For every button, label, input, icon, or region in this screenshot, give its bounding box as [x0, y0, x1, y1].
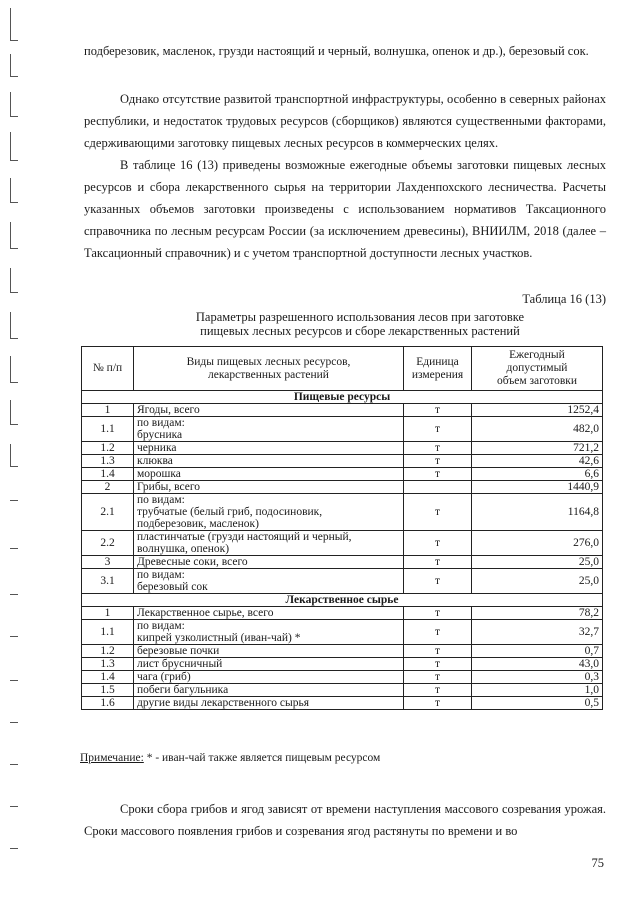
- header-kind: Виды пищевых лесных ресурсов, лекарственных растений: [134, 347, 404, 391]
- row-volume: 1,0: [472, 684, 603, 697]
- row-number: 3.1: [82, 569, 134, 594]
- row-unit: т: [404, 569, 472, 594]
- table-row: [82, 645, 603, 658]
- table-header-row: [82, 347, 603, 391]
- row-resource-name: [134, 455, 404, 468]
- row-resource-name: [134, 620, 404, 645]
- row-name-line: брусника: [137, 429, 183, 441]
- row-unit: т: [404, 404, 472, 417]
- row-number: 1.2: [82, 442, 134, 455]
- row-resource-name: [134, 442, 404, 455]
- row-resource-name: [134, 531, 404, 556]
- row-number: 1.4: [82, 468, 134, 481]
- row-number: 3: [82, 556, 134, 569]
- row-name-line: кипрей узколистный (иван-чай) *: [137, 632, 301, 644]
- table-number: Таблица 16 (13): [522, 292, 606, 306]
- row-resource-name: [134, 417, 404, 442]
- row-number: 1.1: [82, 620, 134, 645]
- row-resource-name: [134, 468, 404, 481]
- table-row: [82, 404, 603, 417]
- row-number: 1.2: [82, 645, 134, 658]
- row-number: 1: [82, 404, 134, 417]
- row-resource-name: [134, 658, 404, 671]
- row-volume: 32,7: [472, 620, 603, 645]
- row-volume: 721,2: [472, 442, 603, 455]
- page-number: 75: [591, 856, 604, 870]
- row-name-line: Грибы, всего: [137, 481, 201, 493]
- paragraph-harvest-timing: Сроки сбора грибов и ягод зависят от времени наступления массового созревания урожая. Сроки массового появления грибов и созревания ягод растянуты по времени и во: [84, 802, 606, 838]
- row-name-line: по видам:: [137, 620, 185, 632]
- row-volume: 276,0: [472, 531, 603, 556]
- row-number: 1.4: [82, 671, 134, 684]
- row-volume: 78,2: [472, 607, 603, 620]
- row-name-line: по видам:: [137, 417, 185, 429]
- table-row: [82, 468, 603, 481]
- row-number: 1: [82, 607, 134, 620]
- section-medicinal: Лекарственное сырье: [82, 594, 603, 607]
- row-resource-name: [134, 607, 404, 620]
- row-name-line: чага (гриб): [137, 671, 191, 683]
- table-row: [82, 531, 603, 556]
- row-number: 1.1: [82, 417, 134, 442]
- row-volume: 482,0: [472, 417, 603, 442]
- table-row: [82, 697, 603, 710]
- row-unit: т: [404, 468, 472, 481]
- table-note: [80, 752, 380, 764]
- row-volume: 43,0: [472, 658, 603, 671]
- table-row: [82, 494, 603, 531]
- row-name-line: березовые почки: [137, 645, 220, 657]
- row-resource-name: [134, 671, 404, 684]
- rows-food: [82, 404, 603, 594]
- paragraph-continuation: подберезовик, масленок, грузди настоящий и черный, волнушка, опенок и др.), березовый сок.: [84, 44, 589, 58]
- table-row: [82, 481, 603, 494]
- row-volume: 25,0: [472, 569, 603, 594]
- table-row: [82, 455, 603, 468]
- row-resource-name: [134, 569, 404, 594]
- table-row: [82, 658, 603, 671]
- row-number: 1.3: [82, 658, 134, 671]
- row-resource-name: [134, 697, 404, 710]
- section-food: Пищевые ресурсы: [82, 391, 603, 404]
- row-volume: 25,0: [472, 556, 603, 569]
- row-name-line: побеги багульника: [137, 684, 229, 696]
- row-volume: 42,6: [472, 455, 603, 468]
- row-number: 1.3: [82, 455, 134, 468]
- row-unit: т: [404, 531, 472, 556]
- rows-medicinal: [82, 607, 603, 710]
- row-unit: т: [404, 671, 472, 684]
- row-name-line: другие виды лекарственного сырья: [137, 697, 310, 709]
- table-row: [82, 684, 603, 697]
- row-name-line: Лекарственное сырье, всего: [137, 607, 274, 619]
- row-resource-name: [134, 684, 404, 697]
- row-name-line: по видам:: [137, 569, 185, 581]
- row-name-line: Древесные соки, всего: [137, 556, 248, 568]
- row-name-line: по видам:: [137, 494, 185, 506]
- section-row-medicinal: [82, 594, 603, 607]
- table-row: [82, 442, 603, 455]
- forest-resources-table: [81, 346, 603, 710]
- row-number: 2: [82, 481, 134, 494]
- row-number: 1.5: [82, 684, 134, 697]
- table-title: [160, 310, 560, 338]
- row-name-line: волнушка, опенок): [137, 543, 230, 555]
- row-unit: т: [404, 658, 472, 671]
- header-unit: Единица измерения: [404, 347, 472, 391]
- row-unit: т: [404, 645, 472, 658]
- row-unit: т: [404, 556, 472, 569]
- row-name-line: пластинчатые (грузди настоящий и черный,: [137, 531, 352, 543]
- row-number: 2.2: [82, 531, 134, 556]
- paragraph-table-intro: В таблице 16 (13) приведены возможные ежегодные объемы заготовки пищевых лесных ресурсов и сбора лекарственного сырья на территории Лахденпохского лесничества. Расчеты указанных объемов заготовки произведены с использованием нормативов Таксационного справочника по лесным ресурсам России (за исключением древесины), ВНИИЛМ, 2018 (далее – Таксационный справочник) и с учетом транспортной доступности лесных участков.: [84, 158, 606, 260]
- row-unit: т: [404, 417, 472, 442]
- row-name-line: лист брусничный: [137, 658, 223, 670]
- table-row: [82, 671, 603, 684]
- row-resource-name: [134, 494, 404, 531]
- row-unit: т: [404, 697, 472, 710]
- table-title-line2: пищевых лесных ресурсов и сборе лекарственных растений: [200, 324, 520, 338]
- row-unit: т: [404, 607, 472, 620]
- row-unit: т: [404, 455, 472, 468]
- header-volume: Ежегодный допустимый объем заготовки: [472, 347, 603, 391]
- row-volume: 0,5: [472, 697, 603, 710]
- row-volume: 1164,8: [472, 494, 603, 531]
- row-name-line: березовый сок: [137, 581, 208, 593]
- row-resource-name: [134, 556, 404, 569]
- row-name-line: клюква: [137, 455, 173, 467]
- row-volume: 1252,4: [472, 404, 603, 417]
- section-row-food: [82, 391, 603, 404]
- table-row: [82, 556, 603, 569]
- row-resource-name: [134, 404, 404, 417]
- row-unit: т: [404, 494, 472, 531]
- row-volume: 0,3: [472, 671, 603, 684]
- table-row: [82, 607, 603, 620]
- note-text: * - иван-чай также является пищевым ресурсом: [143, 752, 381, 764]
- row-volume: 0,7: [472, 645, 603, 658]
- row-name-line: черника: [137, 442, 177, 454]
- table-row: [82, 620, 603, 645]
- row-unit: [404, 481, 472, 494]
- row-name-line: морошка: [137, 468, 181, 480]
- binding-margin-marks: [4, 0, 24, 905]
- row-name-line: подберезовик, масленок): [137, 518, 259, 530]
- row-name-line: Ягоды, всего: [137, 404, 200, 416]
- row-number: 2.1: [82, 494, 134, 531]
- row-volume: 1440,9: [472, 481, 603, 494]
- row-unit: т: [404, 684, 472, 697]
- paragraph-infrastructure: Однако отсутствие развитой транспортной инфраструктуры, особенно в северных районах республики, и недостаток трудовых ресурсов (сборщиков) являются существенными факторами, сдерживающими заготовку пищевых лесных ресурсов в коммерческих целях.: [84, 92, 606, 150]
- row-volume: 6,6: [472, 468, 603, 481]
- header-num: № п/п: [82, 347, 134, 391]
- row-number: 1.6: [82, 697, 134, 710]
- row-name-line: трубчатые (белый гриб, подосиновик,: [137, 506, 323, 518]
- note-label: Примечание:: [80, 752, 144, 764]
- row-resource-name: [134, 645, 404, 658]
- table-row: [82, 569, 603, 594]
- table-title-line1: Параметры разрешенного использования лесов при заготовке: [195, 310, 525, 324]
- row-unit: т: [404, 442, 472, 455]
- row-unit: т: [404, 620, 472, 645]
- row-resource-name: [134, 481, 404, 494]
- table-row: [82, 417, 603, 442]
